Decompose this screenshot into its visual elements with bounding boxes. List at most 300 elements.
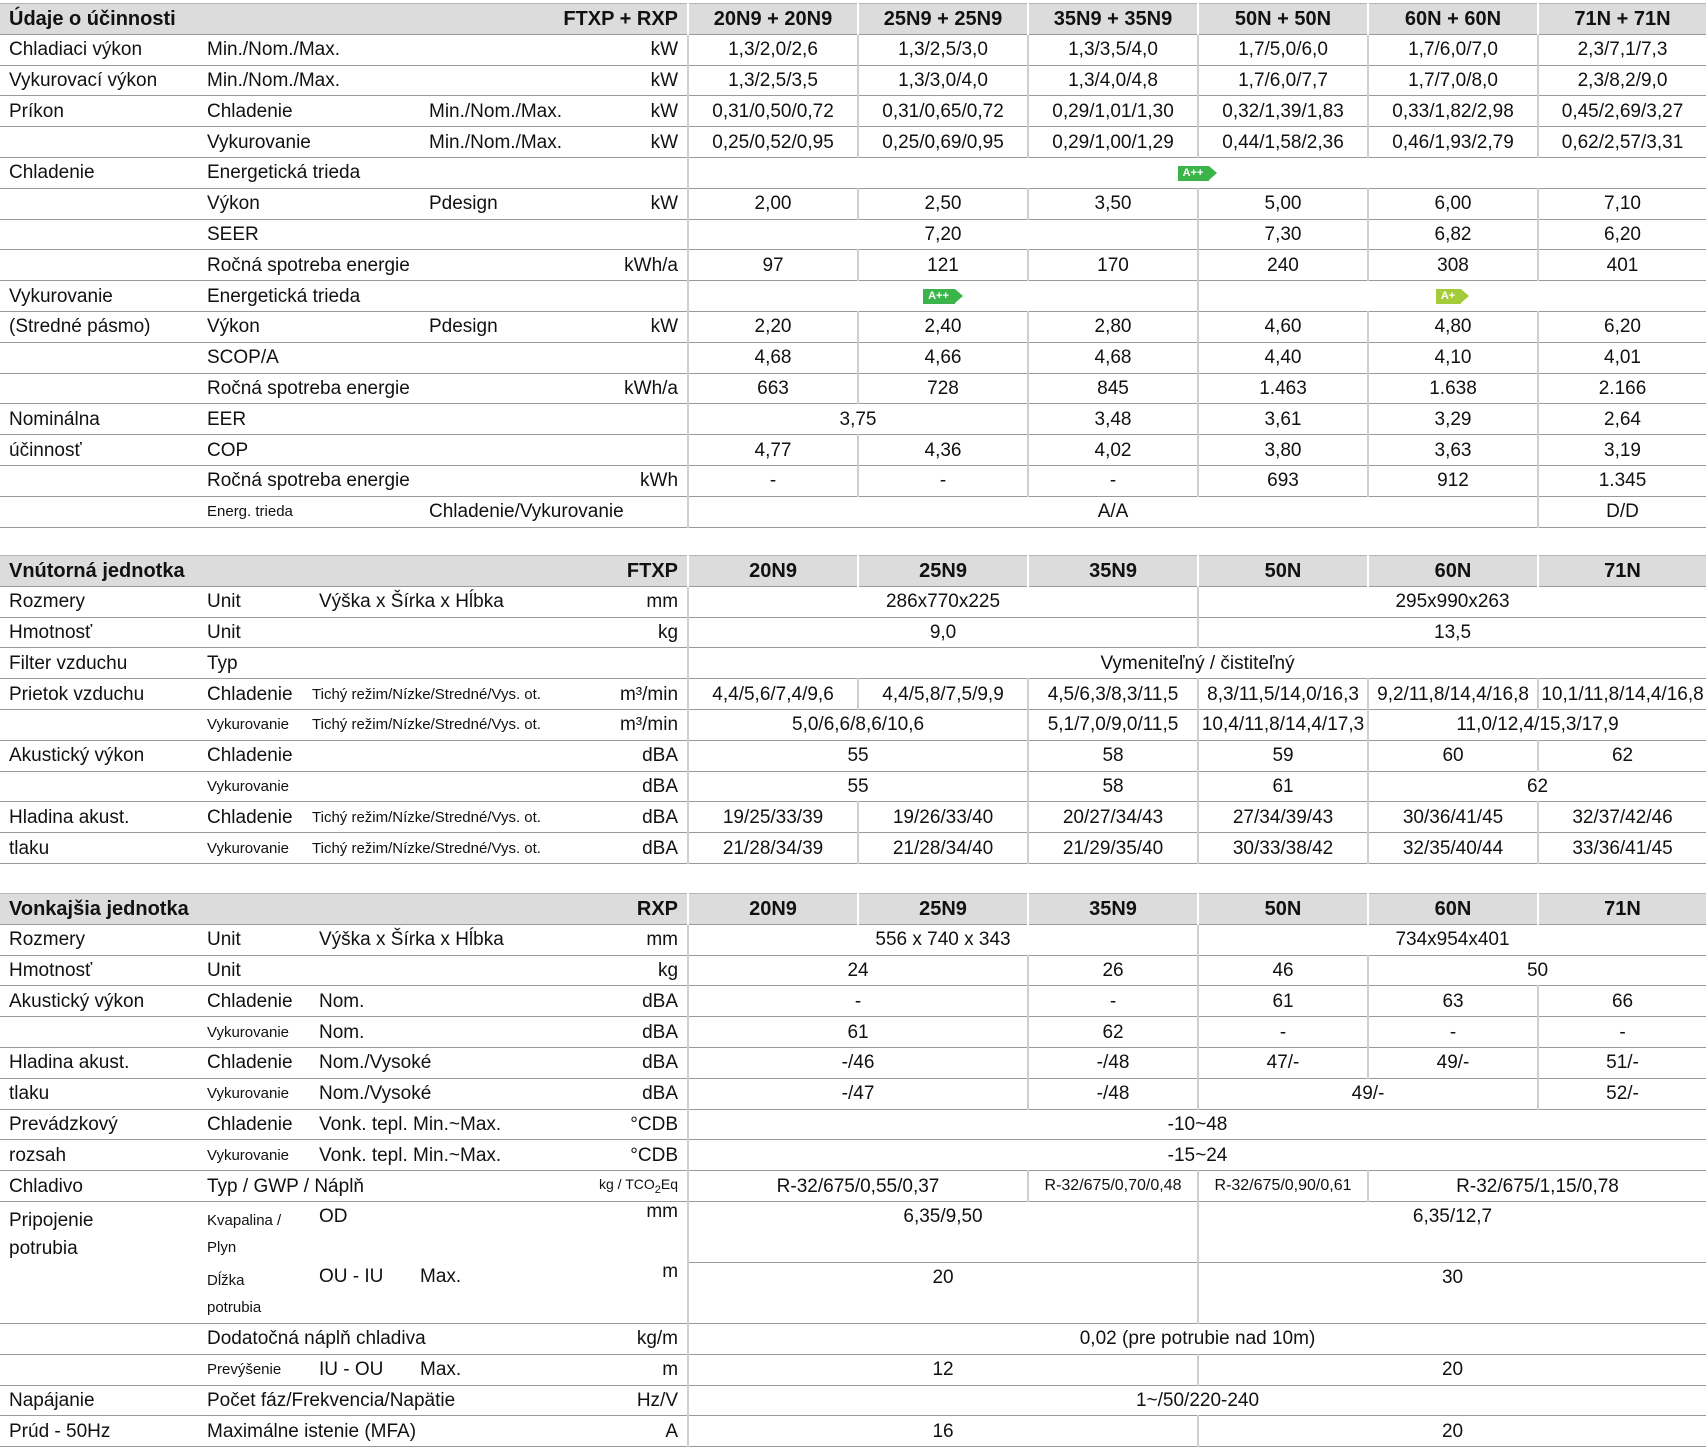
value-cell: R-32/675/0,90/0,61 [1198,1171,1368,1202]
value-cell: -/46 [688,1047,1028,1078]
row-cooling-annual [0,250,1706,281]
row-sublabel-2: Tichý režim/Nízke/Stredné/Vys. ot. [310,833,488,864]
model-header: 71N [1538,894,1706,925]
row-sublabel: EER [198,404,688,435]
model-header: 60N [1368,894,1538,925]
value-cell: 0,31/0,50/0,72 [688,96,858,127]
row-sublabel: Vykurovanie [198,1017,310,1048]
row-sublabel: Vykurovanie [198,1078,310,1109]
value-cell: 0,46/1,93/2,79 [1368,127,1538,158]
row-label: účinnosť [0,435,198,466]
value-cell: 61 [688,1017,1028,1048]
row-heating-annual [0,373,1706,404]
value-cell: 46 [1198,955,1368,986]
row-pipe-liquid-gas [0,1201,1706,1262]
value-cell: 0,31/0,65/0,72 [858,96,1028,127]
unit: mm [488,924,688,955]
value-cell: 1,3/2,5/3,0 [858,34,1028,65]
value-cell: 55 [688,740,1028,771]
row-indoor-sound-pressure-heating [0,833,1706,864]
value-cell: 3,63 [1368,435,1538,466]
value-cell: 6,35/12,7 [1198,1201,1706,1262]
row-sublabel: Typ / GWP / Náplň [198,1171,488,1202]
unit: dBA [488,1078,688,1109]
model-header: 35N9 [1028,894,1198,925]
value-cell: 10,1/11,8/14,4/16,8 [1538,679,1706,710]
unit: kg/m [488,1323,688,1354]
value-cell: 62 [1368,771,1706,802]
row-label: (Stredné pásmo) [0,311,198,342]
energy-class-badge: A+ [1436,289,1461,304]
section-title: Vnútorná jednotka [0,556,420,587]
value-cell: - [1198,1017,1368,1048]
row-sublabel: Chladenie [198,986,310,1017]
energy-class-badge: A++ [923,289,955,304]
row-airflow-cooling [0,679,1706,710]
row-outdoor-sound-pressure-heating [0,1078,1706,1109]
value-cell: 1,3/2,0/2,6 [688,34,858,65]
row-refrigerant [0,1171,1706,1202]
outdoor-header [0,894,1706,925]
row-label: Hmotnosť [0,955,198,986]
row-sublabel-2: Nom./Vysoké [310,1078,488,1109]
value-cell: 286x770x225 [688,586,1198,617]
value-cell: 16 [688,1416,1198,1447]
value-cell: 0,29/1,00/1,29 [1028,127,1198,158]
value-cell: 21/29/35/40 [1028,833,1198,864]
unit: kWh/a [488,250,688,281]
value-cell: 3,61 [1198,404,1368,435]
row-sublabel: Unit [198,924,310,955]
row-label: tlaku [0,833,198,864]
unit: dBA [488,833,688,864]
model-header: 20N9 [688,894,858,925]
row-sublabel-2: Tichý režim/Nízke/Stredné/Vys. ot. [310,679,488,710]
value-cell: 4,02 [1028,435,1198,466]
value-cell: 4,80 [1368,311,1538,342]
value-cell: 4,10 [1368,342,1538,373]
row-sublabel: Min./Nom./Max. [198,34,488,65]
row-label: Hmotnosť [0,617,198,648]
value-cell: 3,50 [1028,188,1198,219]
unit: A [488,1416,688,1447]
value-cell: 0,32/1,39/1,83 [1198,96,1368,127]
row-sublabel-2: Výška x Šírka x Hĺbka [310,586,488,617]
row-sublabel: Prevýšenie [198,1354,310,1385]
row-height-difference [0,1354,1706,1385]
model-code: FTXP [420,556,688,587]
row-cooling-pdesign [0,188,1706,219]
model-header: 25N9 [858,556,1028,587]
row-sublabel: Min./Nom./Max. [198,65,488,96]
value-cell: 30/33/38/42 [1198,833,1368,864]
value-cell: 1,7/5,0/6,0 [1198,34,1368,65]
model-header: 50N [1198,894,1368,925]
value-cell: 19/25/33/39 [688,802,858,833]
value-cell: 295x990x263 [1198,586,1706,617]
indoor-header [0,556,1706,587]
value-cell: 2,3/8,2/9,0 [1538,65,1706,96]
value-cell: 62 [1028,1017,1198,1048]
value-cell: 66 [1538,986,1706,1017]
value-cell: 10,4/11,8/14,4/17,3 [1198,709,1368,740]
value-cell: A/A [688,496,1538,527]
row-sublabel: Unit [198,617,488,648]
value-cell: - [1538,1017,1706,1048]
row-sublabel: Výkon [198,188,420,219]
row-sublabel-2: Vonk. tepl. Min.~Max. [310,1140,488,1171]
row-sublabel: Chladenie [198,1047,310,1078]
value-cell: 6,20 [1538,219,1706,250]
row-sublabel-2: Nom./Vysoké [310,1047,488,1078]
row-cop [0,435,1706,466]
value-cell: 308 [1368,250,1538,281]
value-cell: 30 [1198,1262,1706,1323]
value-cell: 0,25/0,69/0,95 [858,127,1028,158]
value-cell: 58 [1028,771,1198,802]
value-cell: 2,80 [1028,311,1198,342]
row-current [0,1416,1706,1447]
row-sublabel-2: Chladenie/Vykurovanie [420,496,688,527]
value-cell: 49/- [1198,1078,1538,1109]
value-cell: 9,0 [688,617,1198,648]
value-cell: 19/26/33/40 [858,802,1028,833]
row-sublabel: Kvapalina / Plyn [207,1211,282,1256]
row-label: Akustický výkon [0,740,198,771]
value-cell: 4,68 [1028,342,1198,373]
row-power-input-heating [0,127,1706,158]
unit: °CDB [488,1109,688,1140]
unit: dBA [488,740,688,771]
row-outdoor-sound-power-heating [0,1017,1706,1048]
row-label: Vykurovanie [0,281,198,312]
row-label: Akustický výkon [0,986,198,1017]
row-outdoor-sound-pressure-cooling [0,1047,1706,1078]
energy-class-badge: A++ [1178,166,1210,181]
value-cell: 6,82 [1368,219,1538,250]
value-cell: 4,01 [1538,342,1706,373]
row-sublabel: Ročná spotreba energie [198,465,488,496]
value-cell: 1,3/3,5/4,0 [1028,34,1198,65]
value-cell: 3,48 [1028,404,1198,435]
value-cell: 6,35/9,50 [688,1201,1198,1262]
value-cell: - [1028,986,1198,1017]
value-cell: Vymeniteľný / čistiteľný [688,648,1706,679]
value-cell: 47/- [1198,1047,1368,1078]
section-title: Vonkajšia jednotka [0,894,420,925]
row-label: Nominálna [0,404,198,435]
value-cell: 21/28/34/39 [688,833,858,864]
value-cell: 3,29 [1368,404,1538,435]
row-label: Prietok vzduchu [0,679,198,710]
row-sublabel-3: Max. [420,1354,488,1385]
value-cell: - [1028,465,1198,496]
model-header: 25N9 + 25N9 [858,4,1028,35]
efficiency-table [0,3,1706,528]
outdoor-table [0,893,1706,1447]
unit: dBA [488,1047,688,1078]
unit: kg / $TCO_2Eq$ [488,1171,688,1202]
row-sublabel-2: Tichý režim/Nízke/Stredné/Vys. ot. [310,802,488,833]
value-cell: 97 [688,250,858,281]
unit: kWh [488,465,688,496]
row-sublabel: Ročná spotreba energie [198,373,488,404]
row-sublabel-2: Min./Nom./Max. [420,96,488,127]
value-cell: 51/- [1538,1047,1706,1078]
row-sublabel: Dĺžka potrubia [198,1262,310,1323]
unit: kW [488,127,688,158]
value-cell: - [1368,1017,1538,1048]
value-cell: 4,5/6,3/8,3/11,5 [1028,679,1198,710]
value-cell: 401 [1538,250,1706,281]
row-sublabel: Ročná spotreba energie [198,250,488,281]
row-sublabel: Vykurovanie [198,833,310,864]
value-cell: 4,77 [688,435,858,466]
value-cell: 61 [1198,986,1368,1017]
value-cell: 30/36/41/45 [1368,802,1538,833]
value-cell: 121 [858,250,1028,281]
value-cell: 0,25/0,52/0,95 [688,127,858,158]
model-header: 71N [1538,556,1706,587]
unit: kW [488,96,688,127]
unit: Hz/V [488,1385,688,1416]
value-cell: 24 [688,955,1028,986]
value-cell: 845 [1028,373,1198,404]
row-sublabel: Maximálne istenie (MFA) [198,1416,488,1447]
value-cell: 62 [1538,740,1706,771]
model-header: 71N + 71N [1538,4,1706,35]
value-cell: R-32/675/1,15/0,78 [1368,1171,1706,1202]
model-header: 25N9 [858,894,1028,925]
unit: dBA [488,1017,688,1048]
row-sublabel-2: Min./Nom./Max. [420,127,488,158]
value-cell: 26 [1028,955,1198,986]
row-power-supply [0,1385,1706,1416]
row-sublabel: Chladenie [198,679,310,710]
value-cell: 4,68 [688,342,858,373]
row-label: rozsah [0,1140,198,1171]
row-scop [0,342,1706,373]
value-cell: 5,0/6,6/8,6/10,6 [688,709,1028,740]
row-sublabel: Vykurovanie [198,771,488,802]
row-label: Hladina akust. [0,1047,198,1078]
row-sublabel: COP [198,435,688,466]
row-nominal-annual [0,465,1706,496]
value-cell: 12 [688,1354,1198,1385]
value-cell: -/48 [1028,1047,1198,1078]
row-sublabel-3: Max. [420,1262,488,1323]
value-cell: 7,10 [1538,188,1706,219]
row-heating-energy-class [0,281,1706,312]
value-cell: 5,1/7,0/9,0/11,5 [1028,709,1198,740]
value-cell: 20 [688,1262,1198,1323]
row-sublabel: Energetická trieda [198,157,688,188]
value-cell: 1,3/3,0/4,0 [858,65,1028,96]
value-cell: 32/35/40/44 [1368,833,1538,864]
value-cell: 3,80 [1198,435,1368,466]
value-cell: 4,4/5,6/7,4/9,6 [688,679,858,710]
value-cell: 52/- [1538,1078,1706,1109]
value-cell: 11,0/12,4/15,3/17,9 [1368,709,1706,740]
value-cell: 728 [858,373,1028,404]
value-cell: 1.463 [1198,373,1368,404]
value-cell: 912 [1368,465,1538,496]
row-sublabel: Počet fáz/Frekvencia/Napätie [198,1385,488,1416]
value-cell: 63 [1368,986,1538,1017]
value-cell: 1,3/4,0/4,8 [1028,65,1198,96]
value-cell: 20/27/34/43 [1028,802,1198,833]
value-cell: D/D [1538,496,1706,527]
row-sublabel: Vykurovanie [198,709,310,740]
value-cell: 0,62/2,57/3,31 [1538,127,1706,158]
value-cell: 4,40 [1198,342,1368,373]
value-cell: 7,20 [688,219,1198,250]
value-cell: 7,30 [1198,219,1368,250]
row-label: tlaku [0,1078,198,1109]
row-label: Chladiaci výkon [0,34,198,65]
value-cell: - [688,986,1028,1017]
value-cell: 663 [688,373,858,404]
value-cell: 1~/50/220-240 [688,1385,1706,1416]
unit: kW [488,34,688,65]
value-cell: -/48 [1028,1078,1198,1109]
value-cell: 6,20 [1538,311,1706,342]
unit: dBA [488,771,688,802]
value-cell: 50 [1368,955,1706,986]
row-airflow-heating [0,709,1706,740]
row-sublabel: Chladenie [198,96,420,127]
unit: mm [646,1200,679,1222]
row-outdoor-dimensions [0,924,1706,955]
row-sublabel-2: OU - IU [310,1262,420,1323]
value-cell: 5,00 [1198,188,1368,219]
row-sublabel: SEER [198,219,688,250]
value-cell: 2,3/7,1/7,3 [1538,34,1706,65]
value-cell: 20 [1198,1416,1706,1447]
row-outdoor-sound-power-cooling [0,986,1706,1017]
model-header: 50N + 50N [1198,4,1368,35]
value-cell: 9,2/11,8/14,4/16,8 [1368,679,1538,710]
value-cell: 2,50 [858,188,1028,219]
model-header: 50N [1198,556,1368,587]
unit: m [488,1354,688,1385]
value-cell: 32/37/42/46 [1538,802,1706,833]
efficiency-header [0,4,1706,35]
model-header: 35N9 + 35N9 [1028,4,1198,35]
row-seer [0,219,1706,250]
row-sublabel-2: Nom. [310,986,488,1017]
value-cell: 2,20 [688,311,858,342]
value-cell: 4,60 [1198,311,1368,342]
value-cell: 1.638 [1368,373,1538,404]
row-label: Prúd - 50Hz [0,1416,198,1447]
model-header: 60N [1368,556,1538,587]
row-sublabel: Chladenie [198,802,310,833]
unit: kg [488,617,688,648]
row-outdoor-weight [0,955,1706,986]
model-header: 35N9 [1028,556,1198,587]
row-sublabel-2: Pdesign [420,311,488,342]
unit: kW [488,65,688,96]
value-cell: 170 [1028,250,1198,281]
row-label: Príkon [0,96,198,127]
row-additional-charge [0,1323,1706,1354]
value-cell: 2.166 [1538,373,1706,404]
value-cell: 0,33/1,82/2,98 [1368,96,1538,127]
row-label: Pripojenie potrubia [9,1209,94,1259]
value-cell: 33/36/41/45 [1538,833,1706,864]
value-cell: 556 x 740 x 343 [688,924,1198,955]
row-power-input-cooling [0,96,1706,127]
value-cell: 1,3/2,5/3,5 [688,65,858,96]
row-sublabel-2: Nom. [310,1017,488,1048]
row-label: Vykurovací výkon [0,65,198,96]
unit: m³/min [488,679,688,710]
row-sublabel: Dodatočná náplň chladiva [198,1323,488,1354]
row-sublabel-2: IU - OU [310,1354,420,1385]
row-sublabel: Unit [198,586,310,617]
row-sublabel-2: Tichý režim/Nízke/Stredné/Vys. ot. [310,709,488,740]
section-title: Údaje o účinnosti [0,4,420,35]
value-cell: 4,4/5,8/7,5/9,9 [858,679,1028,710]
value-cell: 2,00 [688,188,858,219]
model-code: RXP [420,894,688,925]
value-cell: 734x954x401 [1198,924,1706,955]
unit: dBA [488,802,688,833]
value-cell: 2,40 [858,311,1028,342]
row-air-filter [0,648,1706,679]
row-sublabel-2: Pdesign [420,188,488,219]
value-cell: 8,3/11,5/14,0/16,3 [1198,679,1368,710]
unit: mm [488,586,688,617]
unit: kg [488,955,688,986]
row-sublabel: Typ [198,648,688,679]
row-label: Rozmery [0,924,198,955]
value-cell: - [858,465,1028,496]
row-sublabel: Chladenie [198,1109,310,1140]
value-cell: 240 [1198,250,1368,281]
value-cell: 0,02 (pre potrubie nad 10m) [688,1323,1706,1354]
model-combo: FTXP + RXP [420,4,688,35]
row-indoor-weight [0,617,1706,648]
value-cell: 4,66 [858,342,1028,373]
unit: kWh/a [488,373,688,404]
row-label: Prevádzkový [0,1109,198,1140]
model-header: 20N9 [688,556,858,587]
row-sublabel: Vykurovanie [198,127,420,158]
value-cell: 1.345 [1538,465,1706,496]
row-label: Hladina akust. [0,802,198,833]
value-cell: 60 [1368,740,1538,771]
value-cell: 1,7/7,0/8,0 [1368,65,1538,96]
indoor-table [0,555,1706,864]
value-cell: 3,19 [1538,435,1706,466]
row-sublabel-2: Výška x Šírka x Hĺbka [310,924,488,955]
value-cell: 3,75 [688,404,1028,435]
value-cell: 58 [1028,740,1198,771]
value-cell: 27/34/39/43 [1198,802,1368,833]
value-cell: 1,7/6,0/7,7 [1198,65,1368,96]
row-heating-capacity [0,65,1706,96]
row-label: Chladenie [0,157,198,188]
row-label: Napájanie [0,1385,198,1416]
value-cell: 1,7/6,0/7,0 [1368,34,1538,65]
row-cooling-energy-class [0,157,1706,188]
value-cell: -15~24 [688,1140,1706,1171]
value-cell: 13,5 [1198,617,1706,648]
row-sublabel-2: OD [319,1205,348,1227]
value-cell: 21/28/34/40 [858,833,1028,864]
